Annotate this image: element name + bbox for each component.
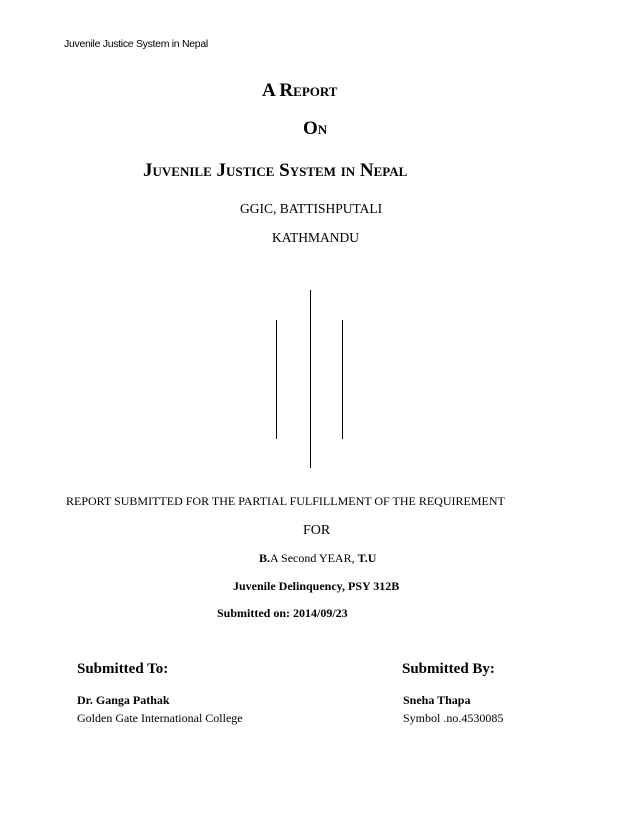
- institution-name: GGIC, BATTISHPUTALI: [240, 201, 383, 216]
- program-separator: ,: [351, 551, 358, 565]
- program-degree-prefix: B.: [259, 551, 271, 565]
- running-header: Juvenile Justice System in Nepal: [64, 38, 208, 50]
- course-title: Juvenile Delinquency, PSY 312B: [233, 579, 400, 593]
- report-title-line-2: On: [303, 118, 328, 139]
- program-year: [259, 551, 376, 566]
- submission-date: [217, 606, 348, 621]
- supervisor-name: Dr. Ganga Pathak: [77, 693, 170, 707]
- report-title-line-1: A Report: [262, 80, 338, 101]
- university-label: T.U: [357, 551, 377, 565]
- submission-date-value: 2014/09/23: [293, 606, 348, 620]
- decorative-line-right: [342, 320, 343, 439]
- submission-date-label: Submitted on:: [217, 606, 291, 620]
- supervisor-organization: Golden Gate International College: [77, 711, 243, 725]
- decorative-line-left: [276, 320, 277, 439]
- submitted-by-heading: Submitted By:: [402, 661, 495, 677]
- for-label: FOR: [303, 523, 331, 538]
- submitted-to-heading: Submitted To:: [77, 661, 169, 677]
- requirement-statement: REPORT SUBMITTED FOR THE PARTIAL FULFILLMENT OF THE REQUIREMENT: [66, 494, 505, 508]
- institution-city: KATHMANDU: [272, 230, 359, 245]
- program-year-text: A Second YEAR: [270, 551, 352, 565]
- report-title-line-3: Juvenile Justice System in Nepal: [143, 160, 408, 181]
- decorative-line-center: [310, 290, 311, 468]
- student-symbol-number: Symbol .no.4530085: [403, 711, 504, 725]
- student-name: Sneha Thapa: [403, 693, 471, 707]
